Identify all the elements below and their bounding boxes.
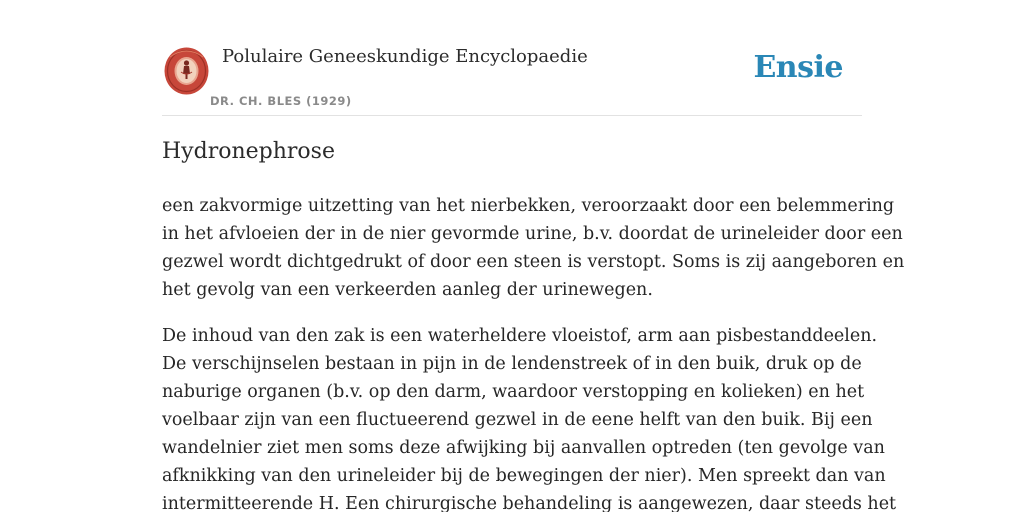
book-author: DR. CH. BLES (1929): [210, 94, 352, 108]
entry-content: [162, 192, 905, 512]
paragraph: [162, 322, 897, 512]
text-line: wandelnier ziet men soms deze afwijking bij aanvallen optreden (ten gevolge van: [162, 438, 885, 458]
text-line: naburige organen (b.v. op den darm, waardoor verstopping en kolieken) en het: [162, 382, 865, 402]
paragraph: [162, 192, 905, 304]
header: [162, 0, 862, 116]
text-line: intermitteerende H. Een chirurgische behandeling is aangewezen, daar steeds het: [162, 494, 897, 512]
page: [162, 0, 905, 512]
text-line: De verschijnselen bestaan in pijn in de lendenstreek of in den buik, druk op de: [162, 354, 862, 374]
text-line: voelbaar zijn van een fluctueerend gezwel in de eene helft van den buik. Bij een: [162, 410, 873, 430]
text-line: afknikking van den urineleider bij de bewegingen der nier). Men spreekt dan van: [162, 466, 886, 486]
book-title[interactable]: Polulaire Geneeskundige Encyclopaedie: [222, 46, 588, 67]
text-line: het gevolg van een verkeerden aanleg der urinewegen.: [162, 280, 653, 300]
book-cover-logo-icon[interactable]: [164, 47, 209, 95]
brand-logo[interactable]: Ensie: [753, 50, 843, 85]
text-line: in het afvloeien der in de nier gevormde urine, b.v. doordat de urineleider door een: [162, 224, 903, 244]
text-line: een zakvormige uitzetting van het nierbekken, veroorzaakt door een belemmering: [162, 196, 895, 216]
text-line: De inhoud van den zak is een waterheldere vloeistof, arm aan pisbestanddeelen.: [162, 326, 878, 346]
text-line: gezwel wordt dichtgedrukt of door een steen is verstopt. Soms is zij aangeboren en: [162, 252, 905, 272]
entry-title: Hydronephrose: [162, 139, 335, 164]
